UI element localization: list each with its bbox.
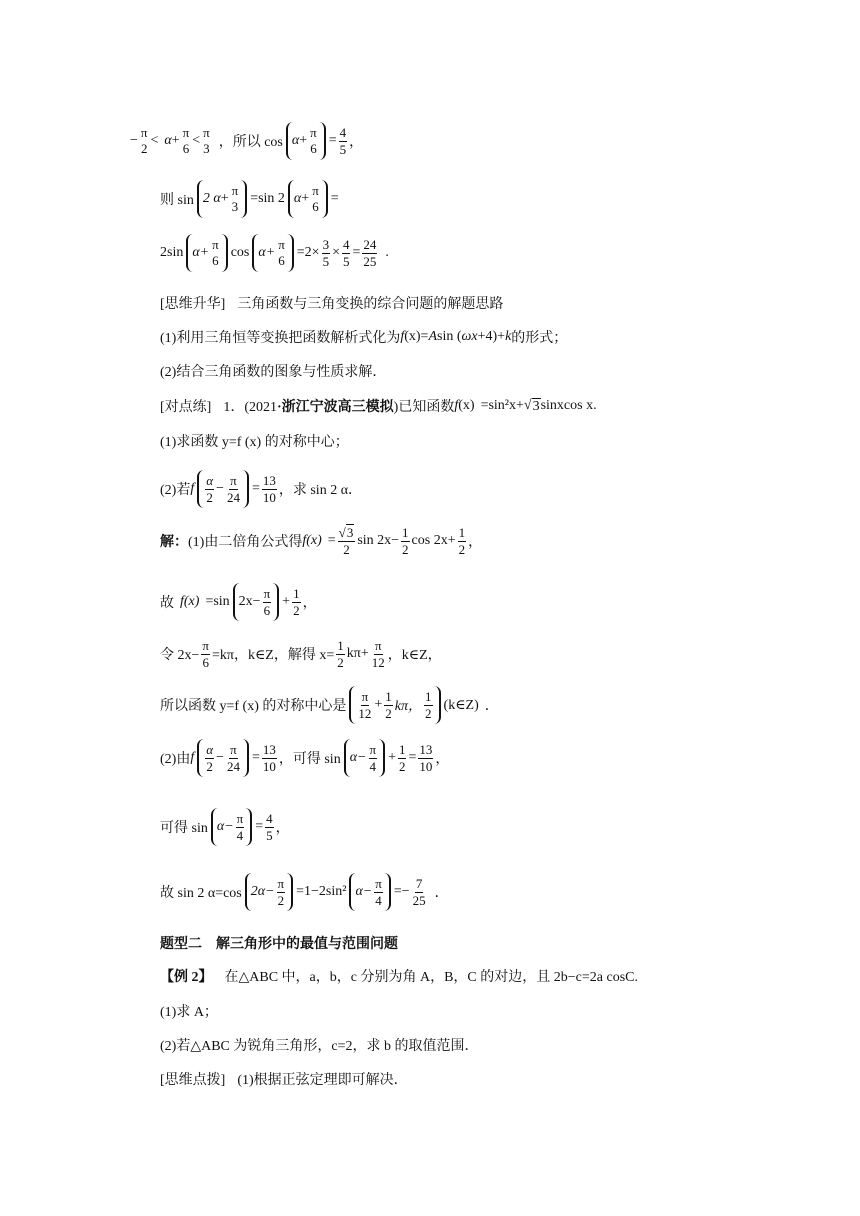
question-2: (2)若 f $\frac{\alpha}{2}$ − $\frac{\pi}{24}$ = $\frac{13}{10}$ ，求 sin 2 α． xyxy=(160,470,362,508)
solution-line-6: 可得 sin α− $\frac{\pi}{4}$ = $\frac{4}{5}$ ， xyxy=(160,808,290,846)
solution-line-2: 故 f(x) =sin 2x− $\frac{\pi}{6}$ + $\frac{1}{2}$ ， xyxy=(160,583,317,621)
practice-problem: [对点练] 1．(2021 ·浙江宁波高三模拟 )已知函数 f (x) =sin²x+ √ 3 sinxcos x. xyxy=(160,398,597,415)
math-line-2: 则 sin 2 α + π 3 =sin 2 α + π 6 = xyxy=(160,180,339,218)
solution-line-7: 故 sin 2 α=cos 2α− $\frac{\pi}{2}$ =1−2sin² α− $\frac{\pi}{4}$ =− $\frac{7}{25}$ ． xyxy=(160,873,449,911)
solution-line-1: 解： (1)由二倍角公式得 f(x) = $\frac{√3}{2}$ sin 2x− $\frac{1}{2}$ cos 2x+ $\frac{1}{2}$ ， xyxy=(160,525,483,557)
example-2-question-1: (1)求 A； xyxy=(160,1005,218,1020)
thinking-upgrade-heading: [思维升华] 三角函数与三角变换的综合问题的解题思路 xyxy=(160,297,504,312)
thinking-hint: [思维点拨] (1)根据正弦定理即可解决． xyxy=(160,1073,408,1088)
example-2-question-2: (2)若△ABC 为锐角三角形，c=2，求 b 的取值范围． xyxy=(160,1039,479,1054)
step-2: (2)结合三角函数的图象与性质求解． xyxy=(160,365,387,380)
step-1: (1)利用三角恒等变换把函数解析式化为 f (x)= A sin ( ω x +4)+ k 的形式； xyxy=(160,329,568,346)
math-line-1: − π 2 < α + π 6 < π 3 ，所以 cos α + π 6 = $\frac{4}{5}$ ， xyxy=(130,122,363,160)
solution-line-5: (2)由 f $\frac{\alpha}{2}$ − $\frac{\pi}{24}$ = $\frac{13}{10}$ ，可得 sin α− $\frac{\pi}{4}$ + $\frac{1}{2}$ = $\frac{13}{10}$ ， xyxy=(160,739,449,777)
section-heading-type-2: 题型二 解三角形中的最值与范围问题 xyxy=(160,937,398,952)
parenthesis: α + π 6 xyxy=(286,122,326,160)
question-1: (1)求函数 y=f (x) 的对称中心； xyxy=(160,435,349,450)
math-line-3: 2sin α+ π 6 cos α+ π 6 =2× $\frac{3}{5}$ × $\frac{4}{5}$ = $\frac{24}{25}$ . xyxy=(160,234,389,272)
example-2: 【例 2】 在△ABC 中，a，b，c 分别为角 A，B，C 的对边，且 2b−c=2a cosC. xyxy=(160,970,638,985)
solution-line-4: 所以函数 y=f (x) 的对称中心是 $\frac{\pi}{12}$ + $\frac{1}{2}$ kπ， $\frac{1}{2}$ (k∈Z) ． xyxy=(160,686,499,724)
fraction: π 2 xyxy=(140,125,148,156)
solution-line-3: 令 2x− $\frac{\pi}{6}$ =kπ，k∈Z，解得 x= $\frac{1}{2}$ kπ+ $\frac{\pi}{12}$ ，k∈Z， xyxy=(160,638,442,670)
